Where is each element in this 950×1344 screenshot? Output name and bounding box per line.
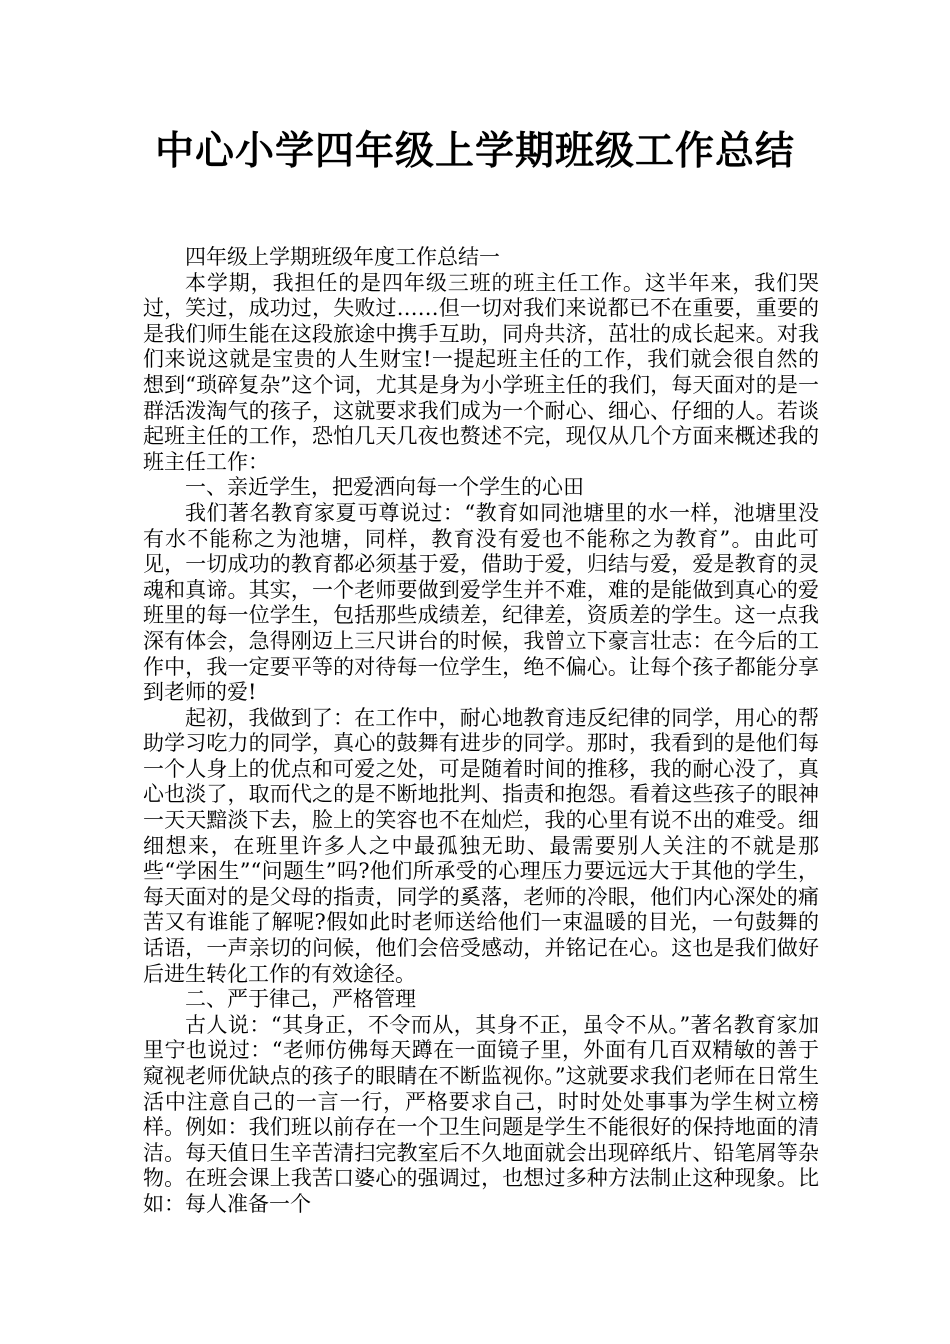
section-heading-1: 一、亲近学生，把爱洒向每一个学生的心田 [185, 475, 584, 500]
section-heading-2: 二、严于律己，严格管理 [185, 987, 416, 1012]
document-title: 中心小学四年级上学期班级工作总结 [154, 129, 795, 174]
intro-paragraph: 本学期，我担任的是四年级三班的班主任工作。这半年来，我们哭过，笑过，成功过，失败过……但一切对我们来说都已不在重要，重要的是我们师生能在这段旅途中携手互助，同舟共济，茁壮的成长起来。对我们来说这就是宝贵的人生财宝!一提起班主任的工作，我们就会很自然的想到“琐碎复杂”这个词，尤其是身为小学班主任的我们，每天面对的是一群活泼淘气的孩子，这就要求我们成为一个耐心、细心、仔细的人。若谈起班主任的工作，恐怕几天几夜也赘述不完，现仅从几个方面来概述我的班主任工作： [143, 270, 819, 474]
body-paragraph: 起初，我做到了：在工作中，耐心地教育违反纪律的同学，用心的帮助学习吃力的同学，真心的鼓舞有进步的同学。那时，我看到的是他们每一个人身上的优点和可爱之处，可是随着时间的推移，我的耐心没了，真心也淡了，取而代之的是不断地批判、指责和抱怨。看着这些孩子的眼神一天天黯淡下去，脸上的笑容也不在灿烂，我的心里有说不出的难受。细细想来，在班里许多人之中最孤独无助、最需要别人关注的不就是那些“学困生”“问题生”吗?他们所承受的心理压力要远远大于其他的学生，每天面对的是父母的指责，同学的奚落，老师的冷眼，他们内心深处的痛苦又有谁能了解呢?假如此时老师送给他们一束温暖的目光，一句鼓舞的话语，一声亲切的问候，他们会倍受感动，并铭记在心。这也是我们做好后进生转化工作的有效途径。 [143, 705, 819, 986]
subtitle-paragraph: 四年级上学期班级年度工作总结一 [185, 245, 500, 269]
body-paragraph: 我们著名教育家夏丏尊说过：“教育如同池塘里的水一样，池塘里没有水不能称之为池塘，同样，教育没有爱也不能称之为教育”。由此可见，一切成功的教育都必须基于爱，借助于爱，归结与爱，爱是教育的灵魂和真谛。其实，一个老师要做到爱学生并不难，难的是能做到真心的爱班里的每一位学生，包括那些成绩差，纪律差，资质差的学生。这一点我深有体会，急得刚迈上三尺讲台的时候，我曾立下豪言壮志：在今后的工作中，我一定要平等的对待每一位学生，绝不偏心。让每个孩子都能分享到老师的爱! [143, 500, 819, 705]
body-paragraph: 古人说：“其身正，不令而从，其身不正，虽令不从。”著名教育家加里宁也说过：“老师仿佛每天蹲在一面镜子里，外面有几百双精敏的善于窥视老师优缺点的孩子的眼睛在不断监视你。”这就要求我们老师在日常生活中注意自己的一言一行，严格要求自己，时时处处事事为学生树立榜样。例如：我们班以前存在一个卫生问题是学生不能很好的保持地面的清洁。每天值日生辛苦清扫完教室后不久地面就会出现碎纸片、铅笔屑等杂物。在班会课上我苦口婆心的强调过，也想过多种方法制止这种现象。比如：每人准备一个 [143, 1012, 819, 1216]
document-body [143, 245, 819, 1218]
